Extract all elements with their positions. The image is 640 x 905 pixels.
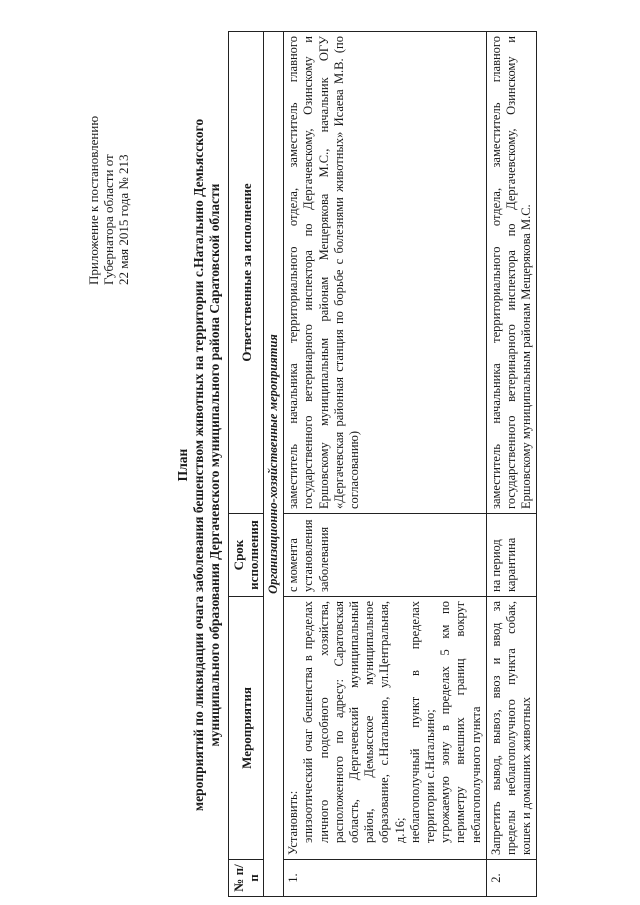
header-term: Срок исполнения: [229, 514, 264, 597]
row-num: 2.: [486, 860, 537, 897]
event-intro: Установить:: [286, 790, 301, 855]
event-paragraph: эпизоотический очаг бешенства в пределах личного подсобного хозяйства, расположенного по адресу: Саратовская область, Дергачевский муниципальный район, Демьясское муниципальное образование, с.Натальино, ул.Центральная, д.16;: [301, 601, 407, 843]
event-paragraph: угрожаемую зону в пределах 5 км по периметру внешних границ вокруг неблагополучного пункта: [438, 601, 483, 843]
appendix-line-1: Приложение к постановлению: [86, 115, 101, 285]
header-num: № п/п: [229, 860, 264, 897]
row-responsible: заместитель начальника территориального отдела, заместитель главного государственного ветеринарного инспектора по Дергачевскому, Озинскому и Ершовскому муниципальным районам Мещерякова М.С.: [486, 32, 537, 514]
row-event: [284, 597, 487, 860]
row-responsible: заместитель начальника территориального отдела, заместитель главного государственного ветеринарного инспектора по Дергачевскому, Озинскому и Ершовскому муниципальным районам Мещерякова М.С., начальник ОГУ «Дергачевская районная станция по борьбе с болезнями животных» Исаева М.В. (по согласованию): [284, 32, 487, 514]
table-row: [486, 32, 537, 897]
section-row: [264, 32, 284, 897]
header-responsible: Ответственные за исполнение: [229, 32, 264, 514]
title-line-3: муниципального образования Дергачевского муниципального района Саратовской области: [207, 183, 222, 747]
document-title: [175, 45, 223, 885]
appendix-line-2: Губернатора области от: [101, 154, 116, 285]
title-line-2: мероприятий по ликвидации очага заболевания бешенством животных на территории с.Натальино Демьясского: [191, 118, 206, 812]
event-paragraph: неблагополучный пункт в пределах территории с.Натальино;: [407, 601, 438, 843]
table-header-row: [229, 32, 264, 897]
section-title: Организационно-хозяйственные мероприятия: [264, 32, 284, 897]
plan-table: [228, 31, 537, 897]
row-term: на период карантина: [486, 514, 537, 597]
header-event: Мероприятия: [229, 597, 264, 860]
appendix-note: [86, 45, 131, 285]
row-event: Запретить вывод, вывоз, ввоз и ввод за пределы неблагополучного пункта собак, кошек и домашних животных: [486, 597, 537, 860]
appendix-line-3: 22 мая 2015 года № 213: [116, 154, 131, 285]
row-term: с момента установления заболевания: [284, 514, 487, 597]
table-row: [284, 32, 487, 897]
row-num: 1.: [284, 860, 487, 897]
title-line-1: План: [175, 448, 190, 482]
